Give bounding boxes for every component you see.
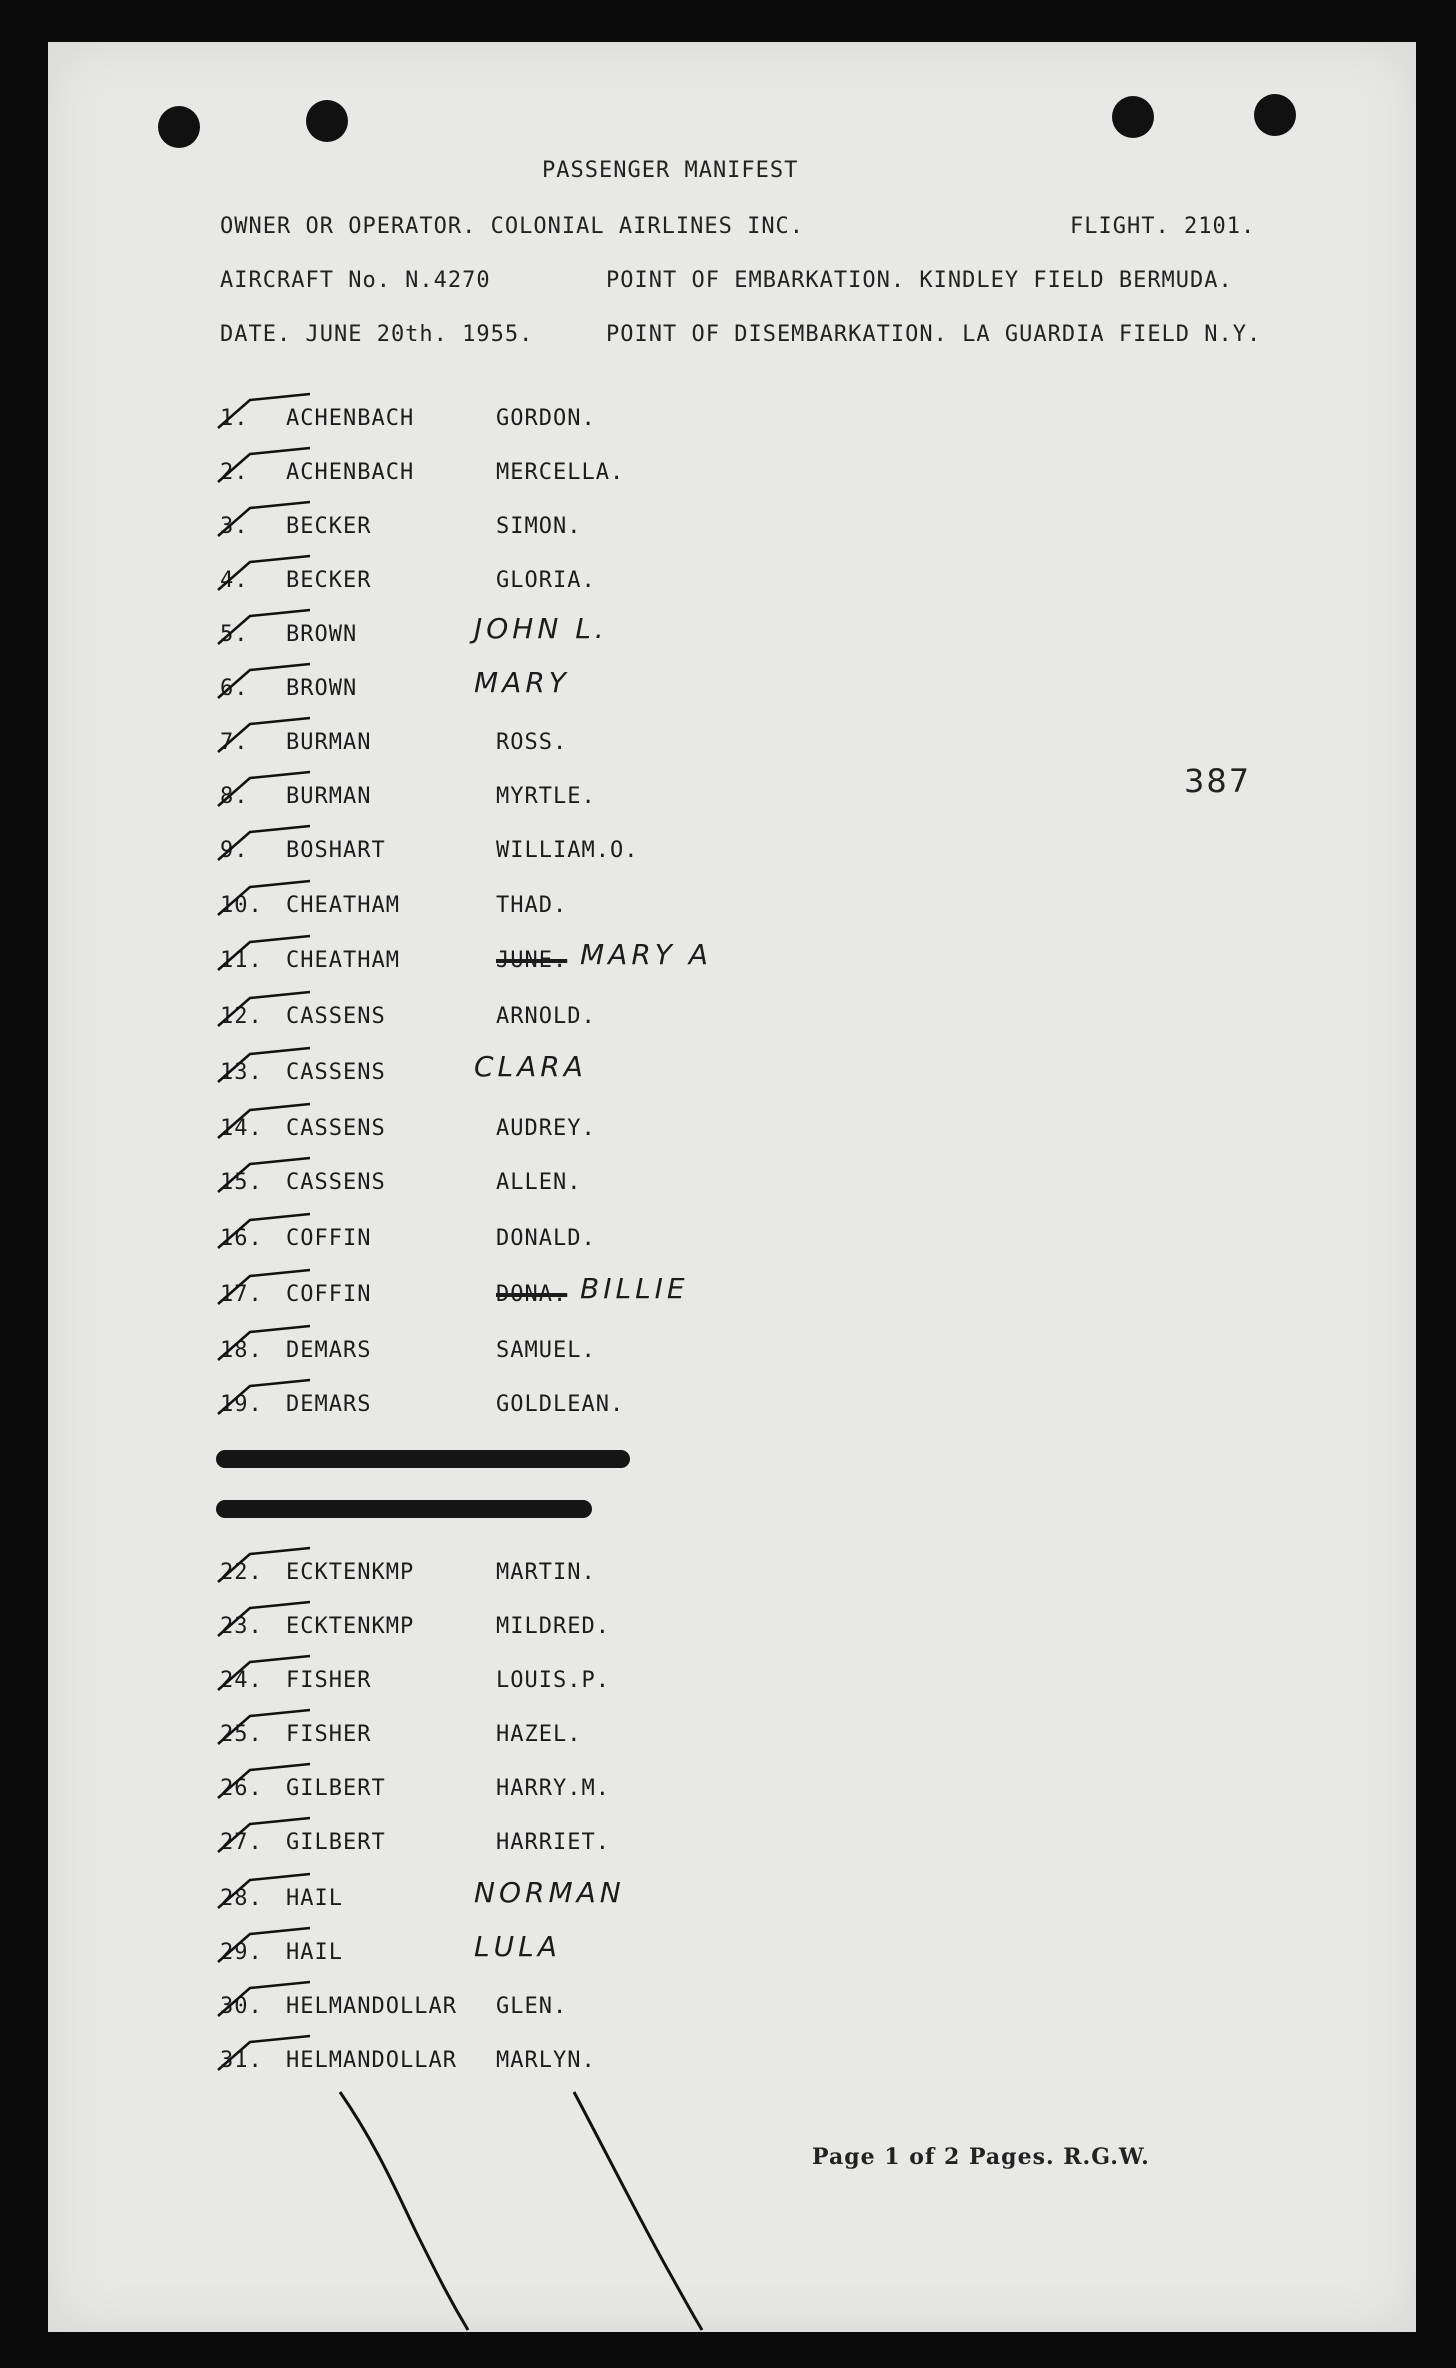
passenger-surname: GILBERT: [286, 1776, 386, 1801]
passenger-number: 30.: [220, 1994, 263, 2019]
passenger-given-name: ROSS.: [496, 730, 568, 755]
passenger-given-name: HAZEL.: [496, 1722, 582, 1747]
passenger-given-name: SIMON.: [496, 514, 582, 539]
passenger-given-name: WILLIAM.O.: [496, 838, 639, 863]
passenger-given-name: GLEN.: [496, 1994, 568, 2019]
aircraft-number: AIRCRAFT No. N.4270: [220, 268, 491, 293]
passenger-surname: CASSENS: [286, 1004, 386, 1029]
passenger-given-name: THAD.: [496, 893, 568, 918]
owner-line: OWNER OR OPERATOR. COLONIAL AIRLINES INC.: [220, 214, 805, 239]
embarkation-point: POINT OF EMBARKATION. KINDLEY FIELD BERMUDA.: [606, 268, 1233, 293]
passenger-surname: BURMAN: [286, 784, 372, 809]
passenger-number: 23.: [220, 1614, 263, 1639]
passenger-number: 28.: [220, 1886, 263, 1911]
passenger-surname: HAIL: [286, 1940, 343, 1965]
passenger-number: 13.: [220, 1060, 263, 1085]
handwritten-given-name: CLARA: [474, 1050, 587, 1083]
passenger-number: 16.: [220, 1226, 263, 1251]
passenger-number: 12.: [220, 1004, 263, 1029]
passenger-surname: CHEATHAM: [286, 948, 400, 973]
struck-given-name: DONA.: [496, 1282, 568, 1307]
margin-note: 387: [1184, 762, 1252, 800]
passenger-number: 31.: [220, 2048, 263, 2073]
passenger-given-name: SAMUEL.: [496, 1338, 596, 1363]
passenger-surname: BROWN: [286, 676, 358, 701]
passenger-surname: ACHENBACH: [286, 460, 415, 485]
flight-number: FLIGHT. 2101.: [1070, 214, 1256, 239]
passenger-given-name: MYRTLE.: [496, 784, 596, 809]
passenger-number: 10.: [220, 893, 263, 918]
passenger-surname: CASSENS: [286, 1116, 386, 1141]
struck-given-name: JUNE.: [496, 948, 568, 973]
passenger-surname: HELMANDOLLAR: [286, 1994, 457, 2019]
passenger-number: 22.: [220, 1560, 263, 1585]
passenger-given-name: MILDRED.: [496, 1614, 610, 1639]
passenger-number: 14.: [220, 1116, 263, 1141]
passenger-number: 29.: [220, 1940, 263, 1965]
passenger-surname: HAIL: [286, 1886, 343, 1911]
passenger-given-name: ARNOLD.: [496, 1004, 596, 1029]
passenger-given-name: GORDON.: [496, 406, 596, 431]
passenger-number: 1.: [220, 406, 249, 431]
passenger-given-name: GLORIA.: [496, 568, 596, 593]
passenger-given-name: HARRIET.: [496, 1830, 610, 1855]
passenger-number: 17.: [220, 1282, 263, 1307]
passenger-surname: BOSHART: [286, 838, 386, 863]
passenger-surname: HELMANDOLLAR: [286, 2048, 457, 2073]
passenger-given-name: MARTIN.: [496, 1560, 596, 1585]
passenger-surname: CASSENS: [286, 1060, 386, 1085]
passenger-given-name: LOUIS.P.: [496, 1668, 610, 1693]
disembarkation-point: POINT OF DISEMBARKATION. LA GUARDIA FIELD N.Y.: [606, 322, 1262, 347]
handwritten-given-name: NORMAN: [474, 1876, 625, 1909]
passenger-given-name: MERCELLA.: [496, 460, 625, 485]
passenger-surname: ECKTENKMP: [286, 1560, 415, 1585]
manifest-title: PASSENGER MANIFEST: [542, 158, 799, 183]
passenger-surname: DEMARS: [286, 1392, 372, 1417]
passenger-number: 25.: [220, 1722, 263, 1747]
handwritten-given-name: JOHN L.: [474, 612, 608, 645]
passenger-surname: CASSENS: [286, 1170, 386, 1195]
passenger-number: 24.: [220, 1668, 263, 1693]
passenger-surname: BECKER: [286, 568, 372, 593]
page-footer: Page 1 of 2 Pages. R.G.W.: [812, 2144, 1150, 2170]
passenger-surname: DEMARS: [286, 1338, 372, 1363]
passenger-number: 4.: [220, 568, 249, 593]
passenger-number: 26.: [220, 1776, 263, 1801]
passenger-surname: GILBERT: [286, 1830, 386, 1855]
passenger-given-name: ALLEN.: [496, 1170, 582, 1195]
manifest-date: DATE. JUNE 20th. 1955.: [220, 322, 534, 347]
passenger-surname: COFFIN: [286, 1282, 372, 1307]
passenger-surname: ECKTENKMP: [286, 1614, 415, 1639]
passenger-surname: FISHER: [286, 1668, 372, 1693]
passenger-given-name: MARLYN.: [496, 2048, 596, 2073]
handwritten-given-name: MARY: [474, 666, 570, 699]
passenger-number: 5.: [220, 622, 249, 647]
passenger-number: 6.: [220, 676, 249, 701]
passenger-given-name: AUDREY.: [496, 1116, 596, 1141]
passenger-surname: BECKER: [286, 514, 372, 539]
handwritten-given-name: BILLIE: [580, 1272, 689, 1305]
passenger-number: 3.: [220, 514, 249, 539]
passenger-number: 18.: [220, 1338, 263, 1363]
passenger-number: 15.: [220, 1170, 263, 1195]
passenger-number: 27.: [220, 1830, 263, 1855]
passenger-number: 9.: [220, 838, 249, 863]
passenger-number: 8.: [220, 784, 249, 809]
handwritten-given-name: LULA: [474, 1930, 561, 1963]
passenger-number: 19.: [220, 1392, 263, 1417]
passenger-number: 11.: [220, 948, 263, 973]
passenger-surname: ACHENBACH: [286, 406, 415, 431]
passenger-given-name: HARRY.M.: [496, 1776, 610, 1801]
passenger-number: 7.: [220, 730, 249, 755]
passenger-number: 2.: [220, 460, 249, 485]
passenger-surname: CHEATHAM: [286, 893, 400, 918]
passenger-surname: BROWN: [286, 622, 358, 647]
passenger-surname: FISHER: [286, 1722, 372, 1747]
passenger-given-name: DONALD.: [496, 1226, 596, 1251]
passenger-given-name: GOLDLEAN.: [496, 1392, 625, 1417]
passenger-surname: COFFIN: [286, 1226, 372, 1251]
passenger-surname: BURMAN: [286, 730, 372, 755]
handwritten-given-name: MARY A: [580, 938, 712, 971]
